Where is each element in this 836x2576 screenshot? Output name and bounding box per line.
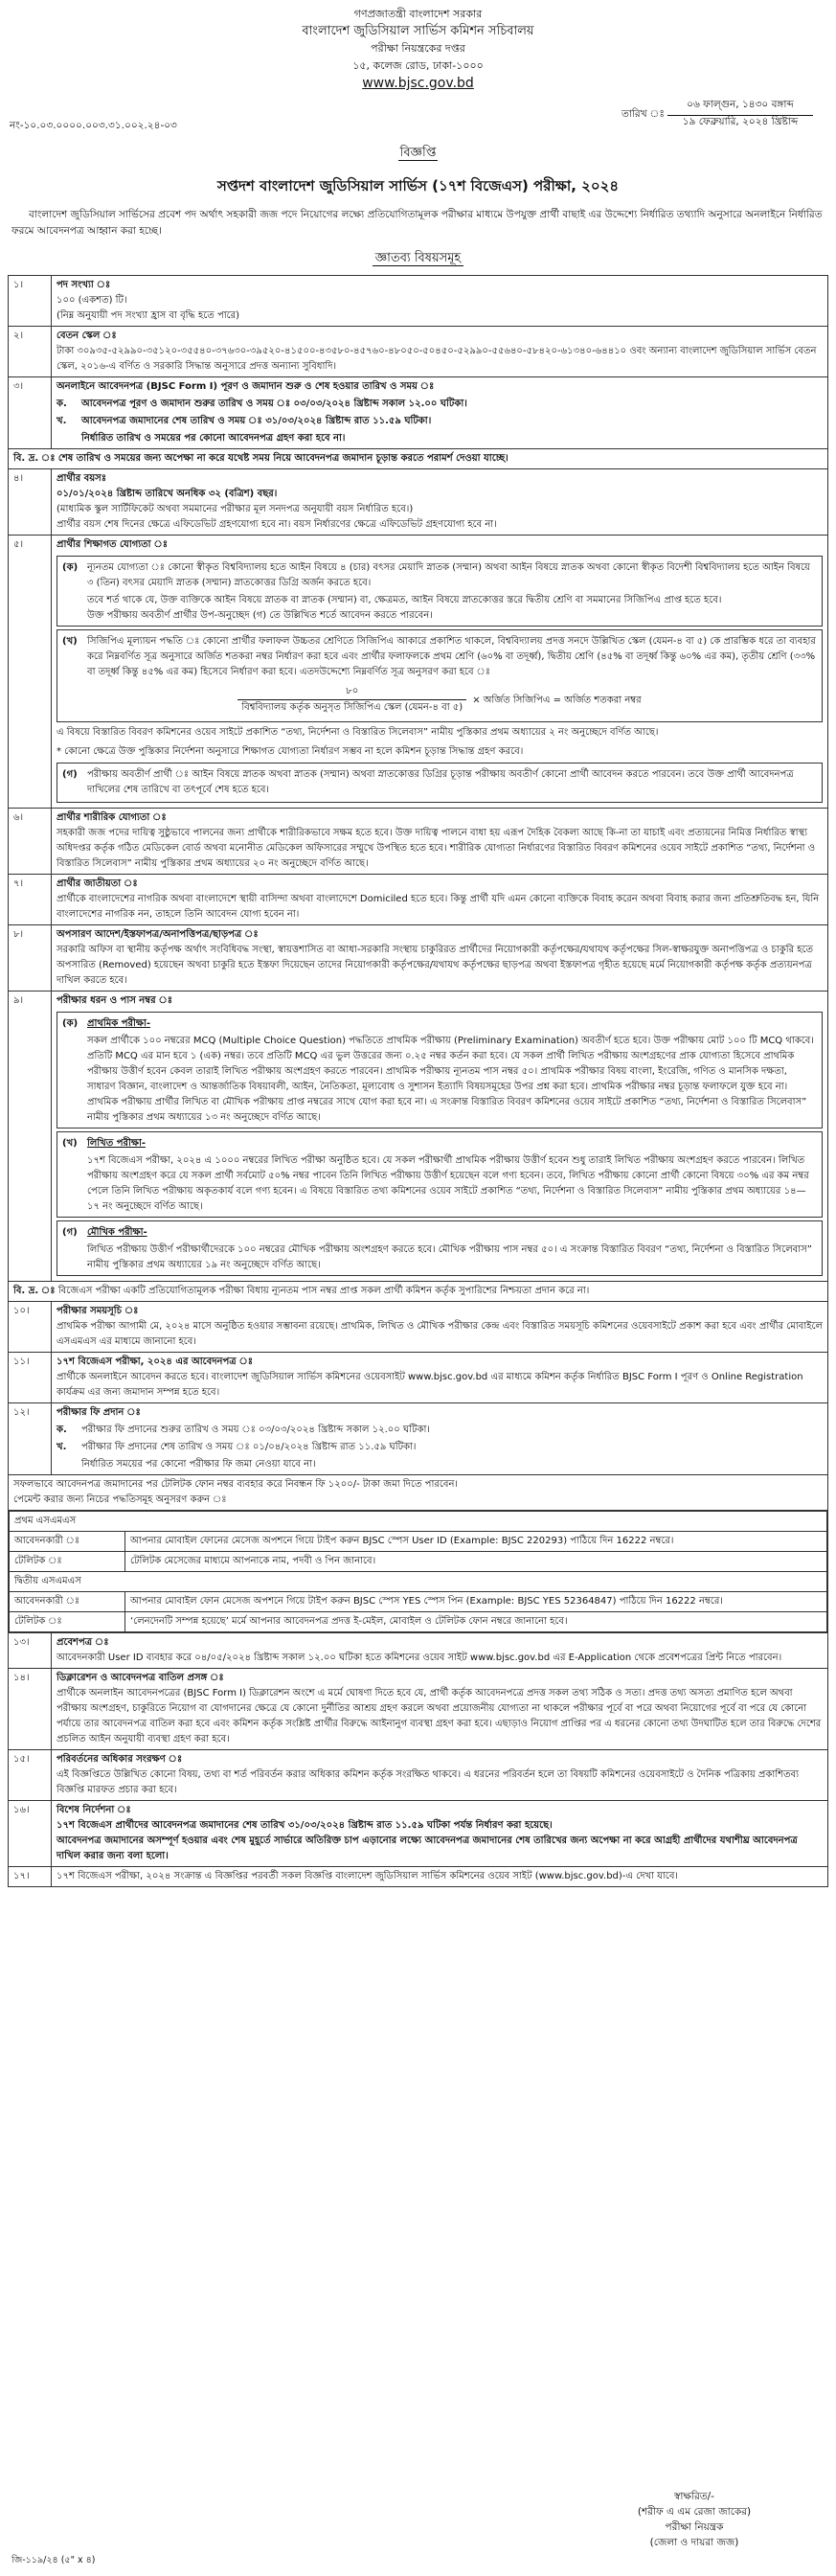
row-title: প্রার্থীর শারীরিক যোগ্যতা ঃ <box>56 812 167 823</box>
row-text: সরকারি অফিস বা স্থানীয় কর্তৃপক্ষ অর্থাৎ সংবিধিবদ্ধ সংস্থা, স্বায়ত্তশাসিত বা আধা-সরকারি সংস্থায় চাকুরিরত প্রার্থীদের নিয়োগকারী কর্তৃপক্ষের/যথাযথ কর্তৃপক্ষের সিল-স্বাক্ষরযুক্ত অনাপত্তিপত্র ও চাকুরি হতে অপসারিত (Removed) হয়েছেন অথবা চাকুরি হতে ইস্তফা দিয়েছেন তাদের নিয়োগকারী কর্তৃপক্ষের/যথাযথ কর্তৃপক্ষের ছাড়পত্র অথবা ইস্তফাপত্র গৃহীত হয়েছে মর্মে নিয়োগকারী কর্তৃপক্ষ কর্তৃক প্রত্যয়নপত্র দাখিল করতে হবে। <box>56 945 814 986</box>
row-content <box>52 377 828 449</box>
row-text: প্রার্থীকে অনলাইনে আবেদন করতে হবে। বাংলাদেশ জুডিসিয়াল সার্ভিস কমিশনের ওয়েবসাইট www.bjsc.gov.bd এর মাধ্যমে কমিশন কর্তৃক নির্ধারিত BJSC Form I পূরণ ও Online Registration কার্যক্রম এর জন্য জমাদান সম্পন্ন হতে হবে। <box>56 1372 803 1398</box>
row-title: পরীক্ষার ধরন ও পাস নম্বর ঃ <box>56 995 173 1006</box>
intro-paragraph: বাংলাদেশ জুডিসিয়াল সার্ভিসের প্রবেশ পদ অর্থাৎ সহকারী জজ পদে নিয়োগের লক্ষ্যে প্রতিযোগিতামূলক পরীক্ষার মাধ্যমে উপযুক্ত প্রার্থী বাছাই এর উদ্দেশ্যে নির্ধারিত তথ্যাদি অনুসারে অনলাইনে নির্ধারিত ফরমে আবেদনপত্র আহ্বান করা হচ্ছে। <box>11 209 823 237</box>
table-row <box>9 1867 828 1887</box>
date-english: ১৯ ফেব্রুয়ারি, ২০২৪ খ্রিষ্টাব্দ <box>682 116 799 127</box>
row-number: ১৭। <box>9 1867 52 1887</box>
signer-designation: পরীক্ষা নিয়ন্ত্রক <box>665 2521 724 2533</box>
table-row <box>9 1403 828 1475</box>
nb-note: বি. দ্র. ঃ শেষ তারিখ ও সময়ের জন্য অপেক্ষা না করে যথেষ্ট সময় নিয়ে আবেদনপত্র জমাদান চূড়ান্ত করতে পরামর্শ দেওয়া যাচ্ছে। <box>9 449 828 469</box>
date-label: তারিখ ঃ <box>621 108 665 120</box>
row-text: সহকারী জজ পদের দায়িত্ব সুষ্ঠুভাবে পালনের জন্য প্রার্থীকে শারীরিকভাবে সক্ষম হতে হবে। উক্ত দায়িত্ব পালনে বাধা হয় এরূপ দৈহিক বৈকল্য আছে কি-না তা যাচাই এবং প্রত্যয়নের নিমিত্ত নির্ধারিত স্বাস্থ্য অধিদপ্তর কর্তৃক গঠিত মেডিকেল বোর্ড অথবা মনোনীত মেডিকেল অফিসারের সম্মুখে উপস্থিত হতে হবে। শারীরিক যোগ্যতা নির্ধারণের বিস্তারিত বিবরণ কমিশনের ওয়েব সাইটে প্রকাশিত “তথ্য, নির্দেশনা ও বিস্তারিত সিলেবাস” নামীয় পুস্তিকার প্রথম অধ্যায়ের ২০ নং অনুচ্ছেদে বর্ণিত আছে। <box>56 828 816 869</box>
nb-note: বি. দ্র. ঃ বিজেএস পরীক্ষা একটি প্রতিযোগিতামূলক পরীক্ষা বিধায় ন্যূনতম পাস নম্বর প্রাপ্ত সকল প্রার্থী কমিশন কর্তৃক সুপারিশের নিশ্চয়তা প্রদান করে না। <box>9 1282 828 1302</box>
table-row <box>9 327 828 377</box>
letterhead <box>8 0 828 92</box>
row-number: ৩। <box>9 377 52 449</box>
cgpa-formula: $\frac{৮০}{\text{বিশ্ববিদ্যালয় কর্তৃক অনুসৃত সিজিপিএ স্কেল (যেমন-৪ বা ৫)}}$ × অর্জিত সিজিপিএ = অর্জিত শতকরা নম্বর <box>62 684 817 716</box>
row-number: ১৪। <box>9 1669 52 1750</box>
row-text: ১৭শ বিজেএস প্রার্থীদের আবেদনপত্র জমাদানের শেষ তারিখ ৩১/০৩/২০২৪ খ্রিষ্টাব্দ রাত ১১.৫৯ ঘটিকা পর্যন্ত নির্ধারণ করা হয়েছে। <box>56 1820 553 1831</box>
row-text: প্রার্থীকে বাংলাদেশের নাগরিক অথবা বাংলাদেশে স্থায়ী বাসিন্দা অথবা বাংলাদেশে Domiciled হতে হবে। কিন্তু প্রার্থী যদি এমন কোনো ব্যক্তিকে বিবাহ করেন অথবা বিবাহ করার জন্য প্রতিশ্রুতিবদ্ধ হন, যিনি বাংলাদেশের নাগরিক নন, তাহলে তিনি আবেদন যোগ্য হবেন না। <box>56 894 820 920</box>
govt-name: গণপ্রজাতন্ত্রী বাংলাদেশ সরকার <box>353 8 483 20</box>
sub-item: ক. পরীক্ষার ফি প্রদানের শুরুর তারিখ ও সময় ঃ ০৩/০৩/২০২৪ খ্রিষ্টাব্দ সকাল ১২.০০ ঘটিকা। <box>56 1425 430 1435</box>
section-heading: জ্ঞাতব্য বিষয়সমূহ <box>8 249 828 269</box>
row-text: ১৭শ বিজেএস পরীক্ষা, ২০২৪ সংক্রান্ত এ বিজ্ঞপ্তির পরবর্তী সকল বিজ্ঞপ্তি বাংলাদেশ জুডিসিয়াল সার্ভিস কমিশনের ওয়েব সাইট (www.bjsc.gov.bd)-এ দেখা যাবে। <box>56 1871 678 1881</box>
row-number: ৫। <box>9 536 52 809</box>
row-content <box>52 1633 828 1669</box>
table-row <box>9 1633 828 1669</box>
row-number: ৪। <box>9 469 52 536</box>
table-row <box>9 536 828 809</box>
table-row <box>9 449 828 469</box>
row-content <box>52 1750 828 1801</box>
row-title: অপসারণ আদেশ/ইস্তফাপত্র/অনাপত্তিপত্র/ছাড়পত্র ঃ <box>56 929 259 940</box>
signer-name: (শরীফ এ এম রেজা জাকের) <box>637 2506 752 2518</box>
table-row <box>9 809 828 875</box>
row-title: প্রবেশপত্র ঃ <box>56 1637 109 1648</box>
website-link[interactable]: www.bjsc.gov.bd <box>362 76 474 91</box>
table-row <box>9 1475 828 1511</box>
row-content <box>52 925 828 992</box>
row-text: * কোনো ক্ষেত্রে উক্ত পুস্তিকার নির্দেশনা অনুসারে শিক্ষাগত যোগ্যতা নির্ধারণ সম্ভব না হলে কমিশন চূড়ান্ত সিদ্ধান্ত গ্রহণ করবে। <box>56 746 524 757</box>
sms-step-label: দ্বিতীয় এসএমএস <box>10 1572 827 1592</box>
sub-box: (ক) প্রাথমিক পরীক্ষা- সকল প্রার্থীকে ১০০ নম্বরের MCQ (Multiple Choice Question) পদ্ধতিতে প্রাথমিক পরীক্ষায় (Preliminary Examination) অবতীর্ণ হতে হবে। উক্ত পরীক্ষায় মোট ১০০ টি MCQ থাকবে। প্রতিটি MCQ এর মান হবে ১ (এক) নম্বর। তবে প্রতিটি MCQ এর ভুল উত্তরের জন্য ০.২৫ নম্বর কর্তন করা হবে। যে সকল প্রার্থী লিখিত পরীক্ষায় অংশগ্রহণের প্রাক যোগ্যতা হিসেবে প্রাথমিক পরীক্ষায় উত্তীর্ণ হবেন কেবল তারাই লিখিত পরীক্ষায় অংশগ্রহণ করতে পারবেন। প্রাথমিক পরীক্ষায় ন্যূনতম পাস নম্বর ৫০। প্রাথমিক পরীক্ষার বিষয় বাংলা, ইংরেজি, গণিত ও মানসিক দক্ষতা, সাধারণ বিজ্ঞান, বাংলাদেশ ও আন্তর্জাতিক বিষয়াবলী, আইন, নৈতিকতা, মূল্যবোধ ও সুশাসন ইত্যাদি বিষয়সমূহের উপর প্রশ্ন করা হবে। প্রাথমিক পরীক্ষার নম্বর চূড়ান্ত ফলাফলে যুক্ত হবে না। প্রাথমিক পরীক্ষায় প্রার্থীর লিখিত বা মৌখিক পরীক্ষায় প্রাপ্ত নম্বরের সাথে যোগ করা হবে না। এ সংক্রান্ত বিস্তারিত বিবরণ কমিশনের ওয়েব সাইটে প্রকাশিত “তথ্য, নির্দেশনা ও বিস্তারিত সিলেবাস” নামীয় পুস্তিকার প্রথম অধ্যায়ের ১৩ নং অনুচ্ছেদে বর্ণিত আছে। <box>56 1012 823 1128</box>
table-row <box>9 1750 828 1801</box>
row-number: ৯। <box>9 992 52 1282</box>
row-text: (নিম্ন অনুযায়ী পদ সংখ্যা হ্রাস বা বৃদ্ধি হতে পারে) <box>56 310 240 321</box>
memo-number: নং-১০.০৩.০০০০.০০৩.৩১.০০২.২৪-০৩ <box>10 120 177 131</box>
sub-item: খ. আবেদনপত্র জমাদানের শেষ তারিখ ও সময় ঃ ৩১/০৩/২০২৪ খ্রিষ্টাব্দ রাত ১১.৫৯ ঘটিকা। <box>56 416 432 426</box>
row-text: টাকা ৩০৯৩৫-৫২৯৯০-৩৫১২০-৩৫৫৪০-৩৭৬৩০-৩৯৫২০-৪১৫০০-৪৩৫৮০-৪৫৭৬০-৪৮০৫০-৫০৪৫০-৫২৯৯০-৫৫৬৪০-৫৮৪২০-৬১৩৪০-৬৪৪১০ ওবং অন্যান্য বাংলাদেশ জুডিসিয়াল সার্ভিস বেতন স্কেল, ২০১৬-এ বর্ণিত ও সরকারি সিদ্ধান্ত অনুসারে প্রদত্ত অন্যান্য সুবিধাদি। <box>56 346 817 372</box>
office-name: বাংলাদেশ জুডিসিয়াল সার্ভিস কমিশন সচিবালয় <box>302 24 534 38</box>
row-text: প্রার্থীকে অনলাইন আবেদনপত্রের (BJSC Form I) ডিক্লারেশন অংশে এ মর্মে ঘোষণা দিতে হবে যে, প্রার্থী কর্তৃক আবেদনপত্রে প্রদত্ত সকল তথ্য সঠিক ও সত্য। প্রদত্ত তথ্য অসত্য প্রমাণিত হলে অথবা পরীক্ষায় অংশগ্রহণ, চাকুরিতে নিয়োগ বা যোগদানের ক্ষেত্রে যে কোনো দুর্নীতির আশ্রয় গ্রহণ করলে অথবা প্রয়োজনীয় যোগ্যতা না থাকলে পরীক্ষার পূর্বে বা পরে অথবা নিয়োগের পূর্বে বা পরে যে কোনো পর্যায়ে তার আবেদনপত্র বাতিল করা হবে এবং কমিশন কর্তৃক সংশ্লিষ্ট প্রার্থীর বিরুদ্ধে আইনানুগ ব্যবস্থা গ্রহণ করা হবে। এছাড়াও নিয়োগ প্রাপ্তির পর এ ধরনের কোনো তথ্য উদঘাটিত হলে তার বিরুদ্ধে দেশের প্রচলিত আইন অনুযায়ী ব্যবস্থা গ্রহণ করা হবে। <box>56 1688 822 1744</box>
notice-label: বিজ্ঞপ্তি <box>399 146 437 160</box>
row-content <box>52 875 828 925</box>
office-subname: পরীক্ষা নিয়ন্ত্রকের দপ্তর <box>371 42 465 55</box>
row-text: ১০০ (একশত) টি। <box>56 295 127 306</box>
row-text: আবেদনকারী User ID ব্যবহার করে ০৪/০৫/২০২৪ খ্রিষ্টাব্দ সকাল ১২.০০ ঘটিকা হতে কমিশনের ওয়েব সাইট www.bjsc.gov.bd এর E-Application থেকে প্রবেশপত্রের প্রিন্ট নিতে পারবেন। <box>56 1653 782 1663</box>
row-title: প্রার্থীর জাতীয়তা ঃ <box>56 878 138 889</box>
row-number: ১৫। <box>9 1750 52 1801</box>
row-text: এই বিজ্ঞপ্তিতে উল্লিখিত কোনো বিষয়, তথ্য বা শর্ত পরিবর্তন করার অধিকার কমিশন কর্তৃক সংরক্ষিত থাকবে। এ ধরনের পরিবর্তন হলে তা বিষয়টি কমিশনের ওয়েবসাইটে ও দৈনিক পত্রিকায় প্রকাশিতব্য বিজ্ঞপ্তি মারফত প্রচার করা হবে। <box>56 1769 800 1795</box>
row-text: প্রার্থীর বয়স শেষ দিনের ক্ষেত্রে এফিডেভিট গ্রহণযোগ্য হবে না। বয়স নির্ধারণের ক্ষেত্রে এফিডেভিট গ্রহণযোগ্য হবে না। <box>56 519 497 530</box>
payment-instructions: সফলভাবে আবেদনপত্র জমাদানের পর টেলিটক ফোন নম্বর ব্যবহার করে নিবন্ধন ফি ১২০০/- টাকা জমা দিতে পারবেন। পেমেন্ট করার জন্য নিচের পদ্ধতিসমূহ অনুসরণ করুন ঃ <box>9 1475 828 1511</box>
row-title: বিশেষ নির্দেশনা ঃ <box>56 1805 131 1815</box>
row-note: নির্ধারিত সময়ের পর কোনো পরীক্ষার ফি জমা নেওয়া যাবে না। <box>81 1459 316 1470</box>
table-row <box>9 925 828 992</box>
notice-title: সপ্তদশ বাংলাদেশ জুডিসিয়াল সার্ভিস (১৭শ বিজেএস) পরীক্ষা, ২০২৪ <box>216 177 620 194</box>
footer-code: জি-১১৯/২৪ (৫" x ৪) <box>11 2555 96 2565</box>
signature-block <box>589 2489 800 2550</box>
table-row <box>9 1353 828 1403</box>
row-title: ডিক্লারেশন ও আবেদনপত্র বাতিল প্রসঙ্গ ঃ <box>56 1673 224 1683</box>
row-content <box>52 1801 828 1867</box>
table-row <box>9 1801 828 1867</box>
row-text: এ বিষয়ে বিস্তারিত বিবরণ কমিশনের ওয়েব সাইটে প্রকাশিত “তথ্য, নির্দেশনা ও বিস্তারিত সিলেবাস” নামীয় পুস্তিকার প্রথম অধ্যায়ের ২ নং অনুচ্ছেদে বর্ণিত আছে। <box>56 727 659 738</box>
row-number: ২। <box>9 327 52 377</box>
row-content <box>52 1353 828 1403</box>
table-row <box>9 469 828 536</box>
row-content <box>52 992 828 1282</box>
sub-box: (খ) সিজিপিএ মূল্যায়ন পদ্ধতি ঃ কোনো প্রার্থীর ফলাফল উচ্চতর শ্রেণিতে সিজিপিএ আকারে প্রকাশিত থাকলে, বিশ্ববিদ্যালয় প্রদত্ত সনদে উল্লিখিত স্কেল (যেমন-৪ বা ৫) কে প্রারম্ভিক ধরে তা ব্যবহার করে নিম্নবর্ণিত সূত্র অনুসারে অর্জিত শতকরা নম্বর নির্ধারণ করা হবে এবং প্রার্থীর ফলাফলকে প্রথম শ্রেণি (৬০% বা তদূর্ধ্ব), দ্বিতীয় শ্রেণি (৪৫% বা তদূর্ধ্ব কিন্তু ৬০% এর কম), তৃতীয় শ্রেণি (৩৩% বা তদূর্ধ্ব কিন্তু ৪৫% এর কম) হিসেবে নির্ধারণ করা হবে। এতদউদ্দেশ্যে নিম্নবর্ণিত সূত্র অনুসরণ করা হবে ঃ $\frac{৮০}{\text{বিশ্ববিদ্যালয় কর্তৃক অনুসৃত সিজিপিএ স্কেল (যেমন-৪ বা ৫)}}$ × অর্জিত সিজিপিএ = অর্জিত শতকরা নম্বর <box>56 629 823 722</box>
sub-box: (খ) লিখিত পরীক্ষা- ১৭শ বিজেএস পরীক্ষা, ২০২৪ এ ১০০০ নম্বরের লিখিত পরীক্ষা অনুষ্ঠিত হবে। যে সকল পরীক্ষার্থী প্রাথমিক পরীক্ষায় উত্তীর্ণ হবেন শুধু তারাই লিখিত পরীক্ষায় অংশগ্রহণ করতে পারবেন। লিখিত পরীক্ষায় অংশগ্রহণ করে যে সকল প্রার্থী সর্বমোট ৫০% নম্বর পাবেন তিনি লিখিত পরীক্ষায় উত্তীর্ণ হয়েছেন বলে গণ্য হবেন। তবে, লিখিত পরীক্ষায় কোনো প্রার্থী কোনো বিষয়ে ৩০% এর কম নম্বর পেলে তিনি লিখিত পরীক্ষায় অকৃতকার্য বলে গণ্য হবেন। এ বিষয়ে বিস্তারিত তথ্য কমিশনের ওয়েব সাইটে প্রকাশিত “তথ্য, নির্দেশনা ও বিস্তারিত সিলেবাস” নামীয় পুস্তিকার প্রথম অধ্যায়ের ১৪—১৭ নং অনুচ্ছেদে বর্ণিত আছে। <box>56 1131 823 1218</box>
row-title: প্রার্থীর শিক্ষাগত যোগ্যতা ঃ <box>56 539 169 550</box>
notice-page <box>8 0 828 2576</box>
row-number: ৮। <box>9 925 52 992</box>
table-row <box>9 992 828 1282</box>
row-number: ১০। <box>9 1302 52 1353</box>
row-title: পরীক্ষার ফি প্রদান ঃ <box>56 1407 141 1418</box>
row-content <box>52 276 828 327</box>
table-row <box>9 1302 828 1353</box>
row-content <box>52 536 828 809</box>
sub-box: (ক) ন্যূনতম যোগ্যতা ঃ কোনো স্বীকৃত বিশ্ববিদ্যালয় হতে আইন বিষয়ে ৪ (চার) বৎসর মেয়াদি স্নাতক (সম্মান) অথবা আইন বিষয়ে স্নাতক অথবা কোনো স্বীকৃত বিদেশী বিশ্ববিদ্যালয় হতে আইন বিষয়ে ৩ (তিন) বৎসর মেয়াদি স্নাতক (সম্মান) স্নাতকোত্তর ডিগ্রি অর্জন করতে হবে। তবে শর্ত থাকে যে, উক্ত ব্যক্তিকে আইন বিষয়ে স্নাতক বা স্নাতক (সম্মান) বা, ক্ষেত্রমত, আইন বিষয়ে স্নাতকোত্তর স্তরে দ্বিতীয় শ্রেণি বা সমমানের সিজিপিএ প্রাপ্ত হতে হবে। উক্ত পরীক্ষায় অবতীর্ণ প্রার্থীর উপ-অনুচ্ছেদ (গ) তে উল্লিখিত শর্তে আবেদন করতে পারবেন। <box>56 556 823 627</box>
row-content <box>52 1302 828 1353</box>
row-title: পরীক্ষার সময়সূচি ঃ <box>56 1306 139 1316</box>
row-text: আবেদনপত্র জমাদানের অসম্পূর্ণ হওয়ার এবং শেষ মুহূর্তে সার্ভারে অতিরিক্ত চাপ এড়ানোর লক্ষ্যে আবেদনপত্র জমাদানের শেষ তারিখের জন্য অপেক্ষা না করে আগ্রহী প্রার্থীদের যথাশীঘ্র আবেদনপত্র দাখিল করার জন্য বলা হলো। <box>56 1835 798 1861</box>
table-row <box>9 377 828 449</box>
row-number: ১১। <box>9 1353 52 1403</box>
row-title: বেতন স্কেল ঃ <box>56 331 117 341</box>
office-address: ১৫, কলেজ রোড, ঢাকা-১০০০ <box>352 59 484 72</box>
row-number: ১৬। <box>9 1801 52 1867</box>
sms-table: প্রথম এসএমএস আবেদনকারী ঃ আপনার মোবাইল ফোনের মেসেজ অপশনে গিয়ে টাইপ করুন BJSC স্পেস User ID (Example: BJSC 220293) পাঠিয়ে দিন 16222 নম্বরে। টেলিটক ঃ টেলিটক মেসেজের মাধ্যমে আপনাকে নাম, পদবী ও পিন জানাবে। দ্বিতীয় এসএমএস আবেদনকারী ঃ আপনার মোবাইল ফোন মেসেজ অপশনে গিয়ে টাইপ করুন BJSC স্পেস YES স্পেস পিন (Example: BJSC YES 52364847) পাঠিয়ে দিন 16222 নম্বরে। টেলিটক ঃ ‘লেনদেনটি সম্পন্ন হয়েছে’ মর্মে আপনার আবেদনপত্র প্রদত্ত ই-মেইল, মোবাইল ও টেলিটক ফোন নম্বরে জানানো হবে। <box>9 1511 827 1632</box>
row-text: ০১/০১/২০২৪ খ্রিষ্টাব্দ তারিখে অনধিক ৩২ (বত্রিশ) বছর। <box>56 489 278 499</box>
row-title: ১৭শ বিজেএস পরীক্ষা, ২০২৪ এর আবেদনপত্র ঃ <box>56 1356 254 1367</box>
row-note: নির্ধারিত তারিখ ও সময়ের পর কোনো আবেদনপত্র গ্রহণ করা হবে না। <box>81 433 346 444</box>
row-content <box>52 1669 828 1750</box>
signer-rank: (জেলা ও দায়রা জজ) <box>649 2537 739 2548</box>
row-text: প্রাথমিক পরীক্ষা আগামী মে, ২০২৪ মাসে অনুষ্ঠিত হওয়ার সম্ভাবনা রয়েছে। প্রাথমিক, লিখিত ও মৌখিক পরীক্ষার কেন্দ্র এবং বিস্তারিত সময়সূচি কমিশনের ওয়েবসাইটে প্রকাশ করা হবে এবং প্রার্থীর মোবাইলে এসএমএস এর মাধ্যমে জানানো হবে। <box>56 1321 823 1347</box>
sub-item: খ. পরীক্ষার ফি প্রদানের শেষ তারিখ ও সময় ঃ ০১/০৪/২০২৪ খ্রিষ্টাব্দ রাত ১১.৫৯ ঘটিকা। <box>56 1442 417 1452</box>
row-title: পদ সংখ্যা ঃ <box>56 280 111 290</box>
row-title: অনলাইনে আবেদনপত্র (BJSC Form I) পূরণ ও জমাদান শুরু ও শেষ হওয়ার তারিখ ও সময় ঃ <box>56 381 435 392</box>
row-text: (মাধ্যমিক স্কুল সার্টিফিকেট অথবা সমমানের পরীক্ষার মূল সনদপত্র অনুযায়ী বয়স নির্ধারিত হবে।) <box>56 504 414 514</box>
row-number: ১৩। <box>9 1633 52 1669</box>
signed-label: স্বাক্ষরিত/- <box>674 2491 714 2502</box>
sms-step-label: প্রথম এসএমএস <box>10 1512 827 1532</box>
row-content <box>52 809 828 875</box>
row-number: ১২। <box>9 1403 52 1475</box>
row-content <box>52 1403 828 1475</box>
sms-steps <box>9 1511 828 1633</box>
reference-row <box>8 92 828 144</box>
table-row <box>9 1669 828 1750</box>
row-title: প্রার্থীর বয়সঃ <box>56 473 107 484</box>
table-row <box>9 875 828 925</box>
table-row <box>9 1511 828 1633</box>
sub-box: (গ) পরীক্ষায় অবতীর্ণ প্রার্থী ঃ আইন বিষয়ে স্নাতক অথবা স্নাতক (সম্মান) অথবা স্নাতকোত্তর ডিগ্রির চূড়ান্ত পরীক্ষায় অবতীর্ণ কোনো প্রার্থী আবেদন করতে পারবেন। তবে উক্ত প্রার্থী আবেদনপত্র দাখিলের শেষ তারিখে বা তৎপূর্বে শেষ হতে হবে। <box>56 763 823 803</box>
row-number: ১। <box>9 276 52 327</box>
info-table <box>8 275 828 1887</box>
row-title: পরিবর্তনের অধিকার সংরক্ষণ ঃ <box>56 1754 183 1765</box>
sub-item: ক. আবেদনপত্র পূরণ ও জমাদান শুরুর তারিখ ও সময় ঃ ০৩/০৩/২০২৪ খ্রিষ্টাব্দ সকাল ১২.০০ ঘটিকা। <box>56 399 467 409</box>
row-content <box>52 327 828 377</box>
sub-box: (গ) মৌখিক পরীক্ষা- লিখিত পরীক্ষায় উত্তীর্ণ পরীক্ষার্থীদেরকে ১০০ নম্বরের মৌখিক পরীক্ষায় অংশগ্রহণ করতে হবে। মৌখিক পরীক্ষায় পাস নম্বর ৫০। এ সংক্রান্ত বিস্তারিত বিবরণ “তথ্য, নির্দেশনা ও বিস্তারিত সিলেবাস” নামীয় পুস্তিকার প্রথম অধ্যায়ের ১৯ নং অনুচ্ছেদে বর্ণিত আছে। <box>56 1220 823 1276</box>
row-number: ৭। <box>9 875 52 925</box>
table-row <box>9 1282 828 1302</box>
table-row <box>9 276 828 327</box>
row-content <box>52 469 828 536</box>
row-content <box>52 1867 828 1887</box>
row-number: ৬। <box>9 809 52 875</box>
date-bangla: ০৬ ফাল্গুন, ১৪৩০ বঙ্গাব্দ <box>667 98 813 116</box>
